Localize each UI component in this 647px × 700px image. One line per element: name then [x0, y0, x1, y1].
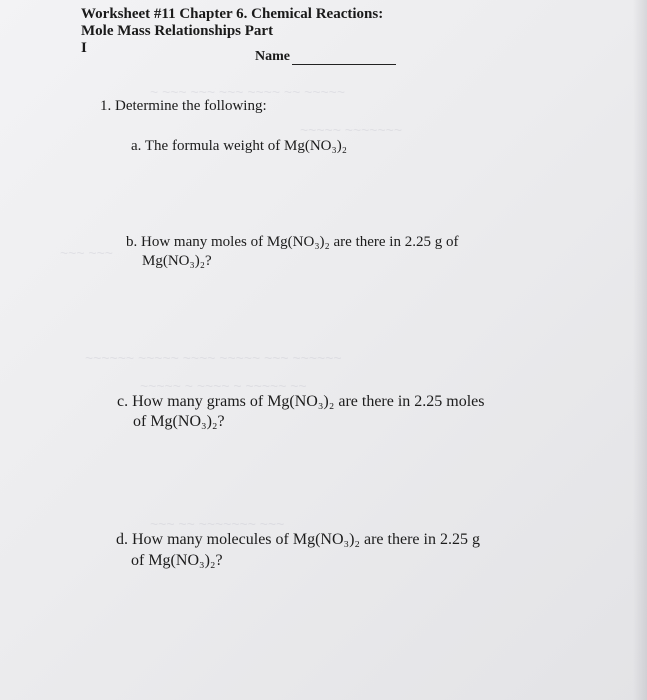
- worksheet-title: Worksheet #11 Chapter 6. Chemical Reactions:: [81, 6, 384, 22]
- name-blank-line: [292, 50, 396, 65]
- bleed-through: ~~~~~ ~~~~~~~: [300, 122, 402, 138]
- bleed-through: ~~~~~ ~ ~~~~ ~ ~~~~~ ~~: [140, 378, 307, 394]
- question-1c-line2: of Mg(NO₃)₂?: [133, 413, 225, 430]
- bleed-through: ~~~ ~~ ~~~~~~~ ~~~: [150, 516, 285, 532]
- bleed-through: ~~~~~~ ~~~~~ ~~~~ ~~~~~ ~~~ ~~~~~~: [85, 350, 342, 366]
- question-1d-line1: d. How many molecules of Mg(NO₃)₂ are there in 2.25 g: [116, 531, 480, 548]
- worksheet-part: I: [81, 40, 87, 56]
- question-1c-line1: c. How many grams of Mg(NO₃)₂ are there in 2.25 moles: [117, 393, 485, 410]
- name-label: Name: [255, 49, 290, 64]
- question-1-intro: 1. Determine the following:: [100, 98, 267, 114]
- name-field: [255, 49, 396, 65]
- question-1a: a. The formula weight of Mg(NO₃)₂: [131, 138, 347, 154]
- question-1b: [126, 233, 458, 271]
- bleed-through: ~ ~~~ ~~~ ~~~ ~~~~ ~~ ~~~~~: [150, 84, 346, 100]
- question-1d: [116, 529, 480, 571]
- bleed-through: ~~~ ~~~: [60, 245, 113, 261]
- question-1b-line2: Mg(NO₃)₂?: [142, 253, 212, 269]
- page-shadow: [633, 0, 647, 700]
- question-1c: [117, 392, 485, 432]
- question-1b-line1: b. How many moles of Mg(NO₃)₂ are there in 2.25 g of: [126, 234, 459, 250]
- question-1d-line2: of Mg(NO₃)₂?: [131, 552, 223, 569]
- worksheet-subtitle: Mole Mass Relationships Part: [81, 23, 274, 39]
